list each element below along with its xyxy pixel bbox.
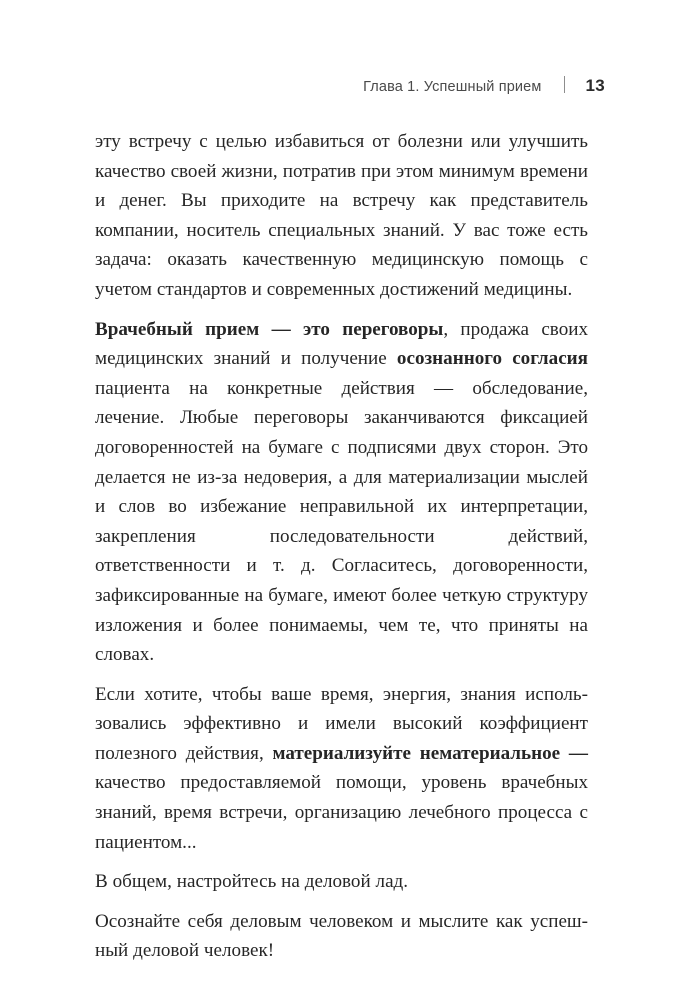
paragraph: Осознайте себя деловым человеком и мыслите как успешный деловой человек! xyxy=(95,910,588,962)
body-text-block xyxy=(95,127,588,966)
chapter-title: Глава 1. Успешный прием xyxy=(363,79,542,95)
page-number: 13 xyxy=(585,76,605,95)
emphasis-bold: осознанного согласия xyxy=(396,348,588,370)
header-separator-rule xyxy=(564,76,566,93)
paragraph: Если хотите, чтобы ваше время, энергия, знания использовались эффективно и имели высокий коэффициент полезного действия, материализуйте нематериальное — качество предоставляемой помощи, уровень врачебных знаний, время встречи, организацию лечебного процесса с пациентом... xyxy=(95,683,588,853)
paragraph: Врачебный прием — это переговоры, продажа своих медицинских знаний и получение осознанного согласия пациента на конкретные действия — обследование, лечение. Любые переговоры заканчиваются фиксацией договоренностей на бумаге с подписями двух сторон. Это делается не из-за недоверия, а для материализации мыслей и слов во избежание неправильной их интерпретации, закрепления последовательности действий, ответственности и т. д. Согласитесь, договоренности, зафиксированные на бумаге, имеют более четкую структуру изложения и более понимаемы, чем те, что приняты на словах. xyxy=(95,318,589,666)
paragraph: эту встречу с целью избавиться от болезни или улучшить качество своей жизни, потратив при этом минимум времени и денег. Вы приходите на встречу как представитель компании, носитель специальных знаний. У вас тоже есть задача: оказать качественную медицинскую помощь с учетом стандартов и современных достижений медицины. xyxy=(95,131,588,300)
emphasis-bold: Врачебный прием — это переговоры xyxy=(95,318,444,340)
running-header xyxy=(95,74,605,100)
emphasis-bold: материализуйте нематериальное — xyxy=(272,742,588,764)
paragraph: В общем, настройтесь на деловой лад. xyxy=(95,871,409,893)
